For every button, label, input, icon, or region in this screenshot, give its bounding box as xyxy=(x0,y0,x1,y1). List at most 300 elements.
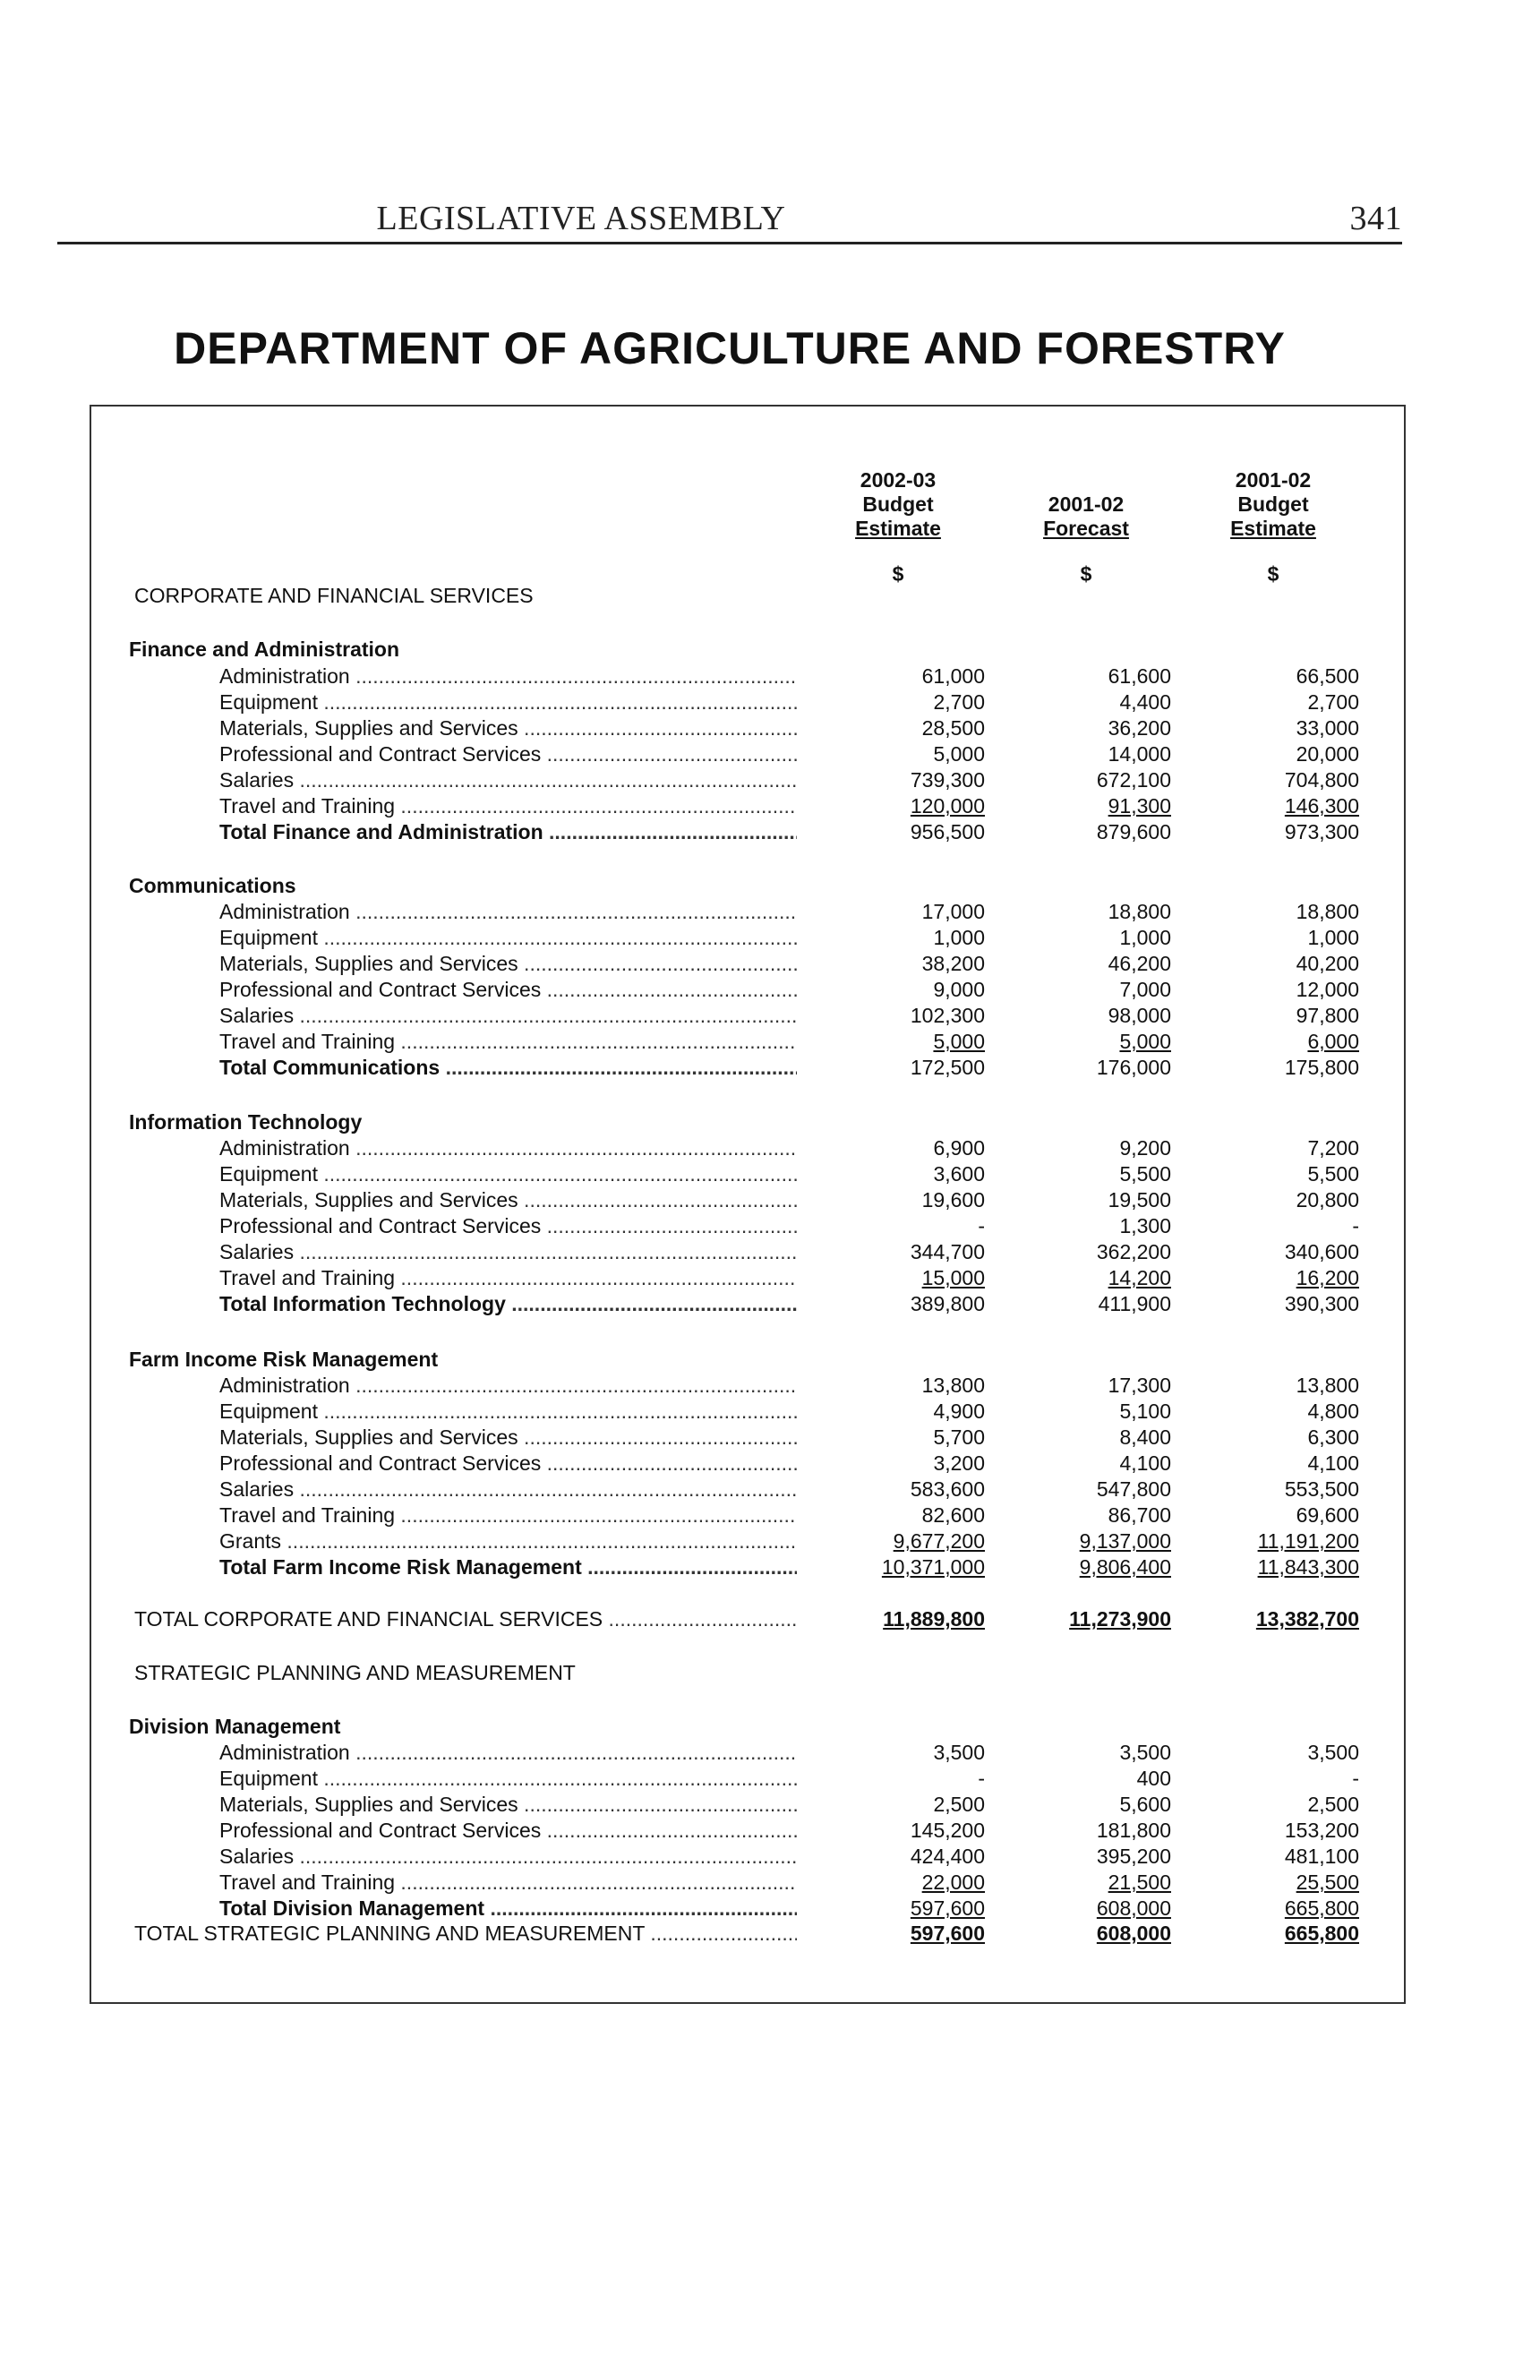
table-row xyxy=(0,1739,1540,1766)
row-label: Materials, Supplies and Services ..... xyxy=(219,1424,797,1451)
table-row xyxy=(0,715,1540,741)
table-row xyxy=(0,1765,1540,1792)
group-heading: Information Technology xyxy=(129,1110,363,1134)
value-cell xyxy=(1010,1817,1171,1844)
value-text: 91,300 xyxy=(1108,794,1171,818)
value-text: 3,600 xyxy=(933,1162,985,1186)
value-text: 14,000 xyxy=(1108,742,1171,766)
row-label: Equipment ..... xyxy=(219,1398,797,1425)
value-text: 61,000 xyxy=(921,664,985,688)
row-label: Equipment ..... xyxy=(219,1765,797,1792)
group-row xyxy=(0,636,1540,663)
value-cell xyxy=(1198,1605,1359,1632)
total-label: Total Farm Income Risk Management ..... xyxy=(219,1554,797,1580)
value-cell xyxy=(1198,924,1359,951)
value-cell xyxy=(1010,1920,1171,1947)
total-label: Total Finance and Administration ..... xyxy=(219,818,797,845)
value-text: 597,600 xyxy=(910,1922,985,1945)
value-cell xyxy=(1010,976,1171,1003)
value-cell xyxy=(1198,663,1359,689)
row-label: Equipment ..... xyxy=(219,924,797,951)
table-row xyxy=(0,1502,1540,1528)
value-text: 98,000 xyxy=(1108,1004,1171,1027)
value-cell xyxy=(824,1264,985,1291)
value-text: 12,000 xyxy=(1296,978,1359,1001)
row-label: Equipment ..... xyxy=(219,689,797,715)
value-cell xyxy=(1198,1212,1359,1239)
row-label: Travel and Training ..... xyxy=(219,1869,797,1896)
table-row xyxy=(0,1450,1540,1477)
column-header-line: Budget xyxy=(1237,492,1309,516)
value-text: 13,800 xyxy=(1296,1374,1359,1397)
value-text: 69,600 xyxy=(1296,1503,1359,1527)
value-text: - xyxy=(1352,1767,1359,1790)
value-cell xyxy=(824,1424,985,1451)
value-cell xyxy=(1198,1238,1359,1265)
value-cell xyxy=(1198,1028,1359,1055)
value-cell xyxy=(1198,1869,1359,1896)
row-label: Travel and Training ..... xyxy=(219,1264,797,1291)
value-text: 46,200 xyxy=(1108,952,1171,975)
value-cell xyxy=(824,741,985,767)
table-row xyxy=(0,689,1540,715)
value-cell xyxy=(1010,1476,1171,1502)
row-label: Travel and Training ..... xyxy=(219,792,797,819)
value-cell xyxy=(1010,898,1171,925)
value-text: 1,300 xyxy=(1119,1214,1171,1237)
value-cell xyxy=(1198,1134,1359,1161)
value-cell xyxy=(1010,1238,1171,1265)
row-label: Administration ..... xyxy=(219,1134,797,1161)
table-row xyxy=(0,1002,1540,1029)
value-cell xyxy=(824,1450,985,1477)
value-cell xyxy=(1010,689,1171,715)
value-text: 6,000 xyxy=(1307,1030,1359,1053)
value-text: 1,000 xyxy=(1307,926,1359,949)
total-label: Total Division Management ..... xyxy=(219,1895,797,1922)
value-cell xyxy=(1198,1424,1359,1451)
value-cell xyxy=(1010,1002,1171,1029)
value-text: 4,800 xyxy=(1307,1400,1359,1423)
grand-row xyxy=(0,1920,1540,1947)
value-cell xyxy=(1198,1290,1359,1317)
value-text: 672,100 xyxy=(1096,768,1171,792)
value-cell xyxy=(1010,818,1171,845)
value-cell xyxy=(1010,1791,1171,1818)
value-text: 424,400 xyxy=(910,1845,985,1868)
value-cell xyxy=(1198,1054,1359,1081)
table-row xyxy=(0,1791,1540,1818)
value-text: 7,200 xyxy=(1307,1136,1359,1160)
value-text: 25,500 xyxy=(1296,1871,1359,1894)
value-cell xyxy=(1198,1002,1359,1029)
value-text: 7,000 xyxy=(1119,978,1171,1001)
value-cell xyxy=(1198,898,1359,925)
value-cell xyxy=(1010,1134,1171,1161)
value-cell xyxy=(1010,715,1171,741)
page-number: 341 xyxy=(1349,200,1402,237)
value-text: 2,500 xyxy=(1307,1793,1359,1816)
department-title: DEPARTMENT OF AGRICULTURE AND FORESTRY xyxy=(174,323,1286,373)
group-row xyxy=(0,1109,1540,1135)
table-row xyxy=(0,1160,1540,1187)
value-cell xyxy=(824,1843,985,1870)
row-label: Professional and Contract Services ..... xyxy=(219,1817,797,1844)
value-cell xyxy=(824,1134,985,1161)
column-header-line: Forecast xyxy=(1043,517,1129,540)
value-cell xyxy=(824,1554,985,1580)
value-cell xyxy=(1010,1554,1171,1580)
group-row xyxy=(0,1713,1540,1740)
table-row xyxy=(0,1869,1540,1896)
row-label: Materials, Supplies and Services ..... xyxy=(219,1186,797,1213)
value-cell xyxy=(1198,1186,1359,1213)
value-text: 146,300 xyxy=(1284,794,1359,818)
section-heading: STRATEGIC PLANNING AND MEASUREMENT xyxy=(134,1661,576,1684)
value-cell xyxy=(1010,766,1171,793)
value-cell xyxy=(1198,1895,1359,1922)
value-text: 665,800 xyxy=(1284,1922,1359,1945)
table-row xyxy=(0,792,1540,819)
value-cell xyxy=(1198,741,1359,767)
column-header-line: 2001-02 xyxy=(1235,468,1312,492)
value-text: 3,200 xyxy=(933,1451,985,1475)
value-text: 120,000 xyxy=(910,794,985,818)
value-cell xyxy=(824,766,985,793)
column-unit: $ xyxy=(1080,562,1092,586)
value-cell xyxy=(1198,689,1359,715)
row-label: Professional and Contract Services ..... xyxy=(219,741,797,767)
value-text: 344,700 xyxy=(910,1240,985,1263)
value-text: 181,800 xyxy=(1096,1819,1171,1842)
value-text: 36,200 xyxy=(1108,716,1171,740)
value-text: 400 xyxy=(1136,1767,1171,1790)
row-label: Professional and Contract Services ..... xyxy=(219,1212,797,1239)
value-cell xyxy=(824,1186,985,1213)
value-text: 3,500 xyxy=(933,1741,985,1764)
value-text: 11,273,900 xyxy=(1069,1607,1171,1631)
row-label: Professional and Contract Services ..... xyxy=(219,976,797,1003)
value-cell xyxy=(1198,1450,1359,1477)
value-text: 176,000 xyxy=(1096,1056,1171,1079)
row-label: Materials, Supplies and Services ..... xyxy=(219,715,797,741)
group-heading: Finance and Administration xyxy=(129,638,400,661)
value-cell xyxy=(824,1528,985,1554)
value-cell xyxy=(1010,663,1171,689)
value-cell xyxy=(1010,924,1171,951)
running-head-title: LEGISLATIVE ASSEMBLY xyxy=(376,200,786,237)
row-label: Salaries ..... xyxy=(219,1476,797,1502)
value-text: 9,806,400 xyxy=(1079,1555,1171,1579)
value-text: 11,889,800 xyxy=(883,1607,985,1631)
value-text: 18,800 xyxy=(1296,900,1359,923)
value-text: 9,000 xyxy=(933,978,985,1001)
value-cell xyxy=(1010,741,1171,767)
value-cell xyxy=(1010,1398,1171,1425)
column-header-line: 2001-02 xyxy=(1048,492,1125,516)
value-text: 2,500 xyxy=(933,1793,985,1816)
value-cell xyxy=(1010,1765,1171,1792)
row-label: Salaries ..... xyxy=(219,766,797,793)
value-cell xyxy=(824,950,985,977)
column-header-line: Estimate xyxy=(855,517,941,540)
group-heading: Communications xyxy=(129,874,296,897)
value-cell xyxy=(824,1920,985,1947)
value-cell xyxy=(1198,1920,1359,1947)
value-cell xyxy=(1010,950,1171,977)
value-cell xyxy=(1010,1528,1171,1554)
value-cell xyxy=(1198,1372,1359,1399)
value-cell xyxy=(824,1028,985,1055)
value-cell xyxy=(824,976,985,1003)
table-row xyxy=(0,1817,1540,1844)
grand-total-label: TOTAL STRATEGIC PLANNING AND MEASUREMENT ..... xyxy=(134,1920,797,1947)
value-cell xyxy=(824,1238,985,1265)
value-cell xyxy=(1010,1502,1171,1528)
value-text: 5,000 xyxy=(1119,1030,1171,1053)
value-text: 5,600 xyxy=(1119,1793,1171,1816)
value-text: 608,000 xyxy=(1096,1922,1171,1945)
table-row xyxy=(0,766,1540,793)
table-row xyxy=(0,1528,1540,1554)
group-row xyxy=(0,1346,1540,1373)
value-text: 956,500 xyxy=(910,820,985,843)
table-row xyxy=(0,1186,1540,1213)
value-cell xyxy=(1198,976,1359,1003)
total-row xyxy=(0,1554,1540,1580)
table-row xyxy=(0,1424,1540,1451)
table-row xyxy=(0,1134,1540,1161)
grand-total-label: TOTAL CORPORATE AND FINANCIAL SERVICES ..... xyxy=(134,1605,797,1632)
value-text: 33,000 xyxy=(1296,716,1359,740)
value-cell xyxy=(824,818,985,845)
value-text: 4,100 xyxy=(1119,1451,1171,1475)
value-cell xyxy=(1010,1054,1171,1081)
table-row xyxy=(0,1238,1540,1265)
value-text: 16,200 xyxy=(1296,1266,1359,1289)
value-cell xyxy=(1010,1450,1171,1477)
total-label: Total Communications ..... xyxy=(219,1054,797,1081)
value-text: 86,700 xyxy=(1108,1503,1171,1527)
value-text: 2,700 xyxy=(933,690,985,714)
value-cell xyxy=(824,1372,985,1399)
group-heading: Farm Income Risk Management xyxy=(129,1348,439,1371)
value-text: 66,500 xyxy=(1296,664,1359,688)
value-cell xyxy=(1010,1264,1171,1291)
grand-row xyxy=(0,1605,1540,1632)
value-text: - xyxy=(978,1767,985,1790)
value-text: 395,200 xyxy=(1096,1845,1171,1868)
value-text: 17,000 xyxy=(921,900,985,923)
value-text: 481,100 xyxy=(1284,1845,1359,1868)
value-text: 5,100 xyxy=(1119,1400,1171,1423)
section-row xyxy=(0,1659,1540,1686)
value-text: 879,600 xyxy=(1096,820,1171,843)
value-text: 6,900 xyxy=(933,1136,985,1160)
value-text: 10,371,000 xyxy=(881,1555,985,1579)
value-text: 22,000 xyxy=(921,1871,985,1894)
value-cell xyxy=(1010,1028,1171,1055)
value-cell xyxy=(824,1605,985,1632)
value-text: 6,300 xyxy=(1307,1425,1359,1449)
total-row xyxy=(0,1290,1540,1317)
value-text: 38,200 xyxy=(921,952,985,975)
row-label: Professional and Contract Services ..... xyxy=(219,1450,797,1477)
value-text: 18,800 xyxy=(1108,900,1171,923)
table-row xyxy=(0,663,1540,689)
value-cell xyxy=(824,792,985,819)
value-cell xyxy=(824,1002,985,1029)
value-text: 5,000 xyxy=(933,1030,985,1053)
row-label: Grants ..... xyxy=(219,1528,797,1554)
value-text: 17,300 xyxy=(1108,1374,1171,1397)
row-label: Materials, Supplies and Services ..... xyxy=(219,1791,797,1818)
value-text: 61,600 xyxy=(1108,664,1171,688)
value-cell xyxy=(1198,792,1359,819)
total-row xyxy=(0,1895,1540,1922)
value-text: 5,500 xyxy=(1119,1162,1171,1186)
table-row xyxy=(0,1372,1540,1399)
value-cell xyxy=(1198,1765,1359,1792)
value-text: 389,800 xyxy=(910,1292,985,1315)
value-text: 40,200 xyxy=(1296,952,1359,975)
value-cell xyxy=(824,1869,985,1896)
value-text: 2,700 xyxy=(1307,690,1359,714)
row-label: Materials, Supplies and Services ..... xyxy=(219,950,797,977)
value-text: 172,500 xyxy=(910,1056,985,1079)
total-row xyxy=(0,818,1540,845)
value-text: 15,000 xyxy=(921,1266,985,1289)
value-cell xyxy=(824,1895,985,1922)
value-cell xyxy=(1010,1895,1171,1922)
section-heading: CORPORATE AND FINANCIAL SERVICES xyxy=(134,584,534,607)
table-row xyxy=(0,1476,1540,1502)
row-label: Salaries ..... xyxy=(219,1843,797,1870)
value-text: 1,000 xyxy=(1119,926,1171,949)
value-cell xyxy=(1010,1186,1171,1213)
value-cell xyxy=(1198,1160,1359,1187)
row-label: Administration ..... xyxy=(219,1372,797,1399)
value-cell xyxy=(1010,1212,1171,1239)
value-cell xyxy=(1198,1843,1359,1870)
value-text: 9,200 xyxy=(1119,1136,1171,1160)
table-row xyxy=(0,1398,1540,1425)
value-cell xyxy=(1198,1739,1359,1766)
value-cell xyxy=(824,1765,985,1792)
value-text: 665,800 xyxy=(1284,1896,1359,1920)
value-cell xyxy=(1010,1290,1171,1317)
value-cell xyxy=(1010,1372,1171,1399)
value-cell xyxy=(824,1476,985,1502)
value-text: 411,900 xyxy=(1098,1292,1171,1315)
value-text: 362,200 xyxy=(1096,1240,1171,1263)
value-cell xyxy=(1010,1160,1171,1187)
value-text: 9,677,200 xyxy=(893,1529,985,1553)
column-unit: $ xyxy=(1267,562,1279,586)
value-text: 153,200 xyxy=(1284,1819,1359,1842)
total-label: Total Information Technology ..... xyxy=(219,1290,797,1317)
value-cell xyxy=(1198,1528,1359,1554)
value-text: 4,400 xyxy=(1119,690,1171,714)
value-cell xyxy=(824,715,985,741)
value-text: 175,800 xyxy=(1284,1056,1359,1079)
column-header-line: Budget xyxy=(862,492,934,516)
value-cell xyxy=(824,1502,985,1528)
row-label: Administration ..... xyxy=(219,663,797,689)
section-row xyxy=(0,582,1540,609)
value-cell xyxy=(1198,1264,1359,1291)
value-cell xyxy=(824,689,985,715)
value-cell xyxy=(824,898,985,925)
table-row xyxy=(0,1212,1540,1239)
value-cell xyxy=(1198,715,1359,741)
table-row xyxy=(0,950,1540,977)
table-row xyxy=(0,976,1540,1003)
column-unit: $ xyxy=(892,562,904,586)
value-text: - xyxy=(978,1214,985,1237)
value-text: 11,843,300 xyxy=(1257,1555,1359,1579)
value-text: 3,500 xyxy=(1307,1741,1359,1764)
value-text: 19,500 xyxy=(1108,1188,1171,1211)
value-text: 97,800 xyxy=(1296,1004,1359,1027)
value-cell xyxy=(1198,1476,1359,1502)
value-text: 20,000 xyxy=(1296,742,1359,766)
value-cell xyxy=(824,1054,985,1081)
value-text: 553,500 xyxy=(1284,1477,1359,1501)
value-cell xyxy=(824,663,985,689)
value-text: 739,300 xyxy=(910,768,985,792)
row-label: Salaries ..... xyxy=(219,1002,797,1029)
value-text: 20,800 xyxy=(1296,1188,1359,1211)
value-text: 3,500 xyxy=(1119,1741,1171,1764)
value-cell xyxy=(824,1290,985,1317)
value-cell xyxy=(1010,1843,1171,1870)
value-text: 11,191,200 xyxy=(1257,1529,1359,1553)
value-text: 13,800 xyxy=(921,1374,985,1397)
value-text: 8,400 xyxy=(1119,1425,1171,1449)
value-cell xyxy=(1010,1869,1171,1896)
row-label: Equipment ..... xyxy=(219,1160,797,1187)
table-row xyxy=(0,1028,1540,1055)
value-text: 14,200 xyxy=(1108,1266,1171,1289)
group-row xyxy=(0,872,1540,899)
value-cell xyxy=(1198,950,1359,977)
value-cell xyxy=(1010,1605,1171,1632)
table-row xyxy=(0,1264,1540,1291)
value-cell xyxy=(1198,1502,1359,1528)
value-text: 583,600 xyxy=(910,1477,985,1501)
table-row xyxy=(0,924,1540,951)
value-cell xyxy=(1198,1791,1359,1818)
value-text: 340,600 xyxy=(1284,1240,1359,1263)
value-text: - xyxy=(1352,1214,1359,1237)
value-text: 4,900 xyxy=(933,1400,985,1423)
value-cell xyxy=(824,1160,985,1187)
value-cell xyxy=(1010,1424,1171,1451)
value-text: 145,200 xyxy=(910,1819,985,1842)
value-text: 5,700 xyxy=(933,1425,985,1449)
value-cell xyxy=(824,1398,985,1425)
column-header-line: 2002-03 xyxy=(860,468,937,492)
value-cell xyxy=(1198,1554,1359,1580)
value-text: 608,000 xyxy=(1096,1896,1171,1920)
value-cell xyxy=(1010,792,1171,819)
row-label: Administration ..... xyxy=(219,898,797,925)
group-heading: Division Management xyxy=(129,1715,341,1738)
value-cell xyxy=(824,1817,985,1844)
value-text: 21,500 xyxy=(1108,1871,1171,1894)
value-cell xyxy=(824,1791,985,1818)
